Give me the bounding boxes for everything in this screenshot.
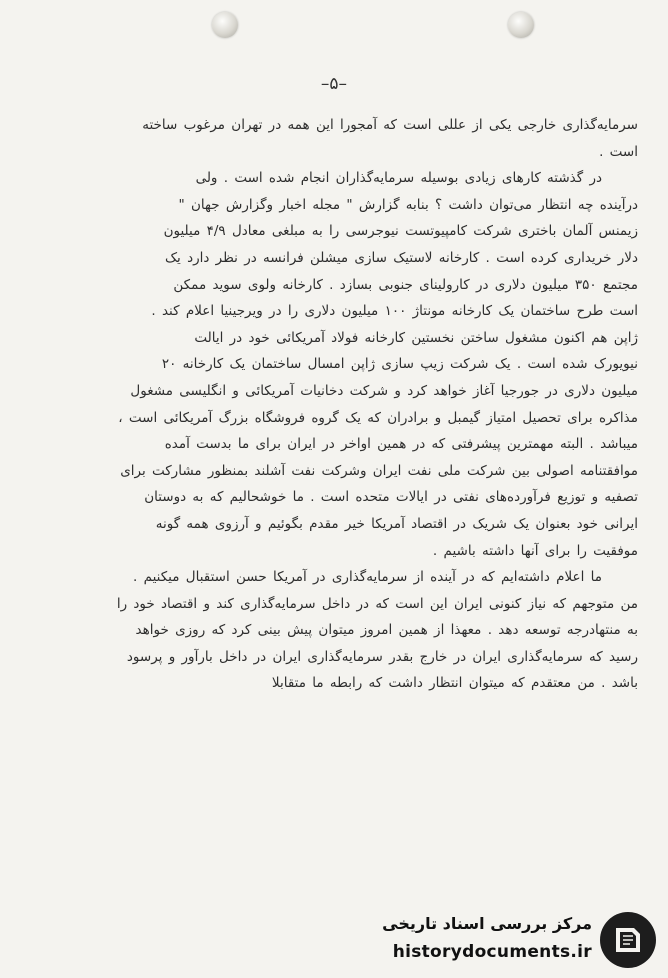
text-line: زیمنس آلمان باختری شرکت کامپیوتست نیوجرسی را به مبلغی معادل ۴/۹ میلیون — [163, 223, 638, 240]
watermark — [372, 908, 662, 970]
text-line: نیویورک شده است . یک شرکت زیپ سازی ژاپن امسال ساختمان یک کارخانه ۲۰ — [161, 356, 638, 373]
punch-hole-left — [212, 12, 238, 38]
text-line: باشد . من معتقدم که میتوان انتظار داشت که رابطه ما متقابلا — [271, 675, 638, 692]
text-line: تصفیه و توزیع فرآورده‌های نفتی در ایالات متحده است . ما خوشحالیم که به دوستان — [144, 489, 638, 506]
page-number: –۵– — [320, 74, 348, 94]
text-line: به منتهادرجه توسعه دهد . معهذا از همین امروز میتوان پیش بینی کرد که روزی خواهد — [135, 622, 638, 639]
text-line: درآینده چه انتظار می‌توان داشت ؟ بنابه گزارش " مجله اخبار وگزارش جهان " — [178, 196, 638, 213]
text-line: است . — [599, 143, 638, 160]
text-line: موافقتنامه اصولی بین شرکت ملی نفت ایران وشرکت نفت آشلند بمنظور مشارکت برای — [120, 462, 638, 479]
text-line: میباشد . البته مهمترین پیشرفتی که در همین اواخر در ایران برای ما بدست آمده — [164, 436, 638, 453]
text-line: مجتمع ۳۵۰ میلیون دلاری در کارولینای جنوبی بسازد . کارخانه ولوی سوید ممکن — [173, 276, 638, 293]
punch-hole-right — [508, 12, 534, 38]
text-line: میلیون دلاری در جورجیا آغاز خواهد کرد و شرکت دخانیات آمریکائی و انگلیسی مشغول — [130, 382, 638, 399]
text-line: موفقیت را برای آنها داشته باشیم . — [432, 542, 638, 559]
text-line: دلار خریداری کرده است . کارخانه لاستیک سازی میشلن فرانسه در نظر دارد یک — [164, 249, 638, 266]
text-line: ایرانی خود بعنوان یک شریک در اقتصاد آمریکا خیر مقدم بگوئیم و آرزوی همه گونه — [155, 515, 638, 532]
document-body — [46, 112, 638, 697]
text-line: در گذشته کارهای زیادی بوسیله سرمایه‌گذاران انجام شده است . ولی — [195, 170, 602, 187]
text-line: من متوجهم که نیاز کنونی ایران این است که در داخل سرمایه‌گذاری کند و اقتصاد خود را — [116, 595, 638, 612]
text-line: رسید که سرمایه‌گذاری ایران در خارج بقدر سرمایه‌گذاری ایران در داخل بارآور و پرسود — [126, 648, 638, 665]
text-line: مذاکره برای تحصیل امتیاز گیمبل و برادران که یک گروه فروشگاه بزرگ آمریکائی است ، — [118, 409, 638, 426]
text-line: ژاپن هم اکنون مشغول ساختن نخستین کارخانه فولاد آمریکائی خود در ایالت — [194, 329, 638, 346]
watermark-title: مرکز بررسی اسناد تاریخی — [382, 914, 592, 933]
text-line: است طرح ساختمان یک کارخانه مونتاژ ۱۰۰ میلیون دلاری را در ویرجینیا اعلام کند . — [151, 303, 638, 320]
text-line: سرمایه‌گذاری خارجی یکی از عللی است که آمجورا این همه در تهران مرغوب ساخته — [142, 117, 638, 133]
text-line: ما اعلام داشته‌ایم که در آینده از سرمایه‌گذاری در آمریکا حسن استقبال میکنیم . — [133, 569, 602, 586]
watermark-url: historydocuments.ir — [392, 942, 592, 962]
document-archive-logo-icon — [600, 912, 656, 968]
